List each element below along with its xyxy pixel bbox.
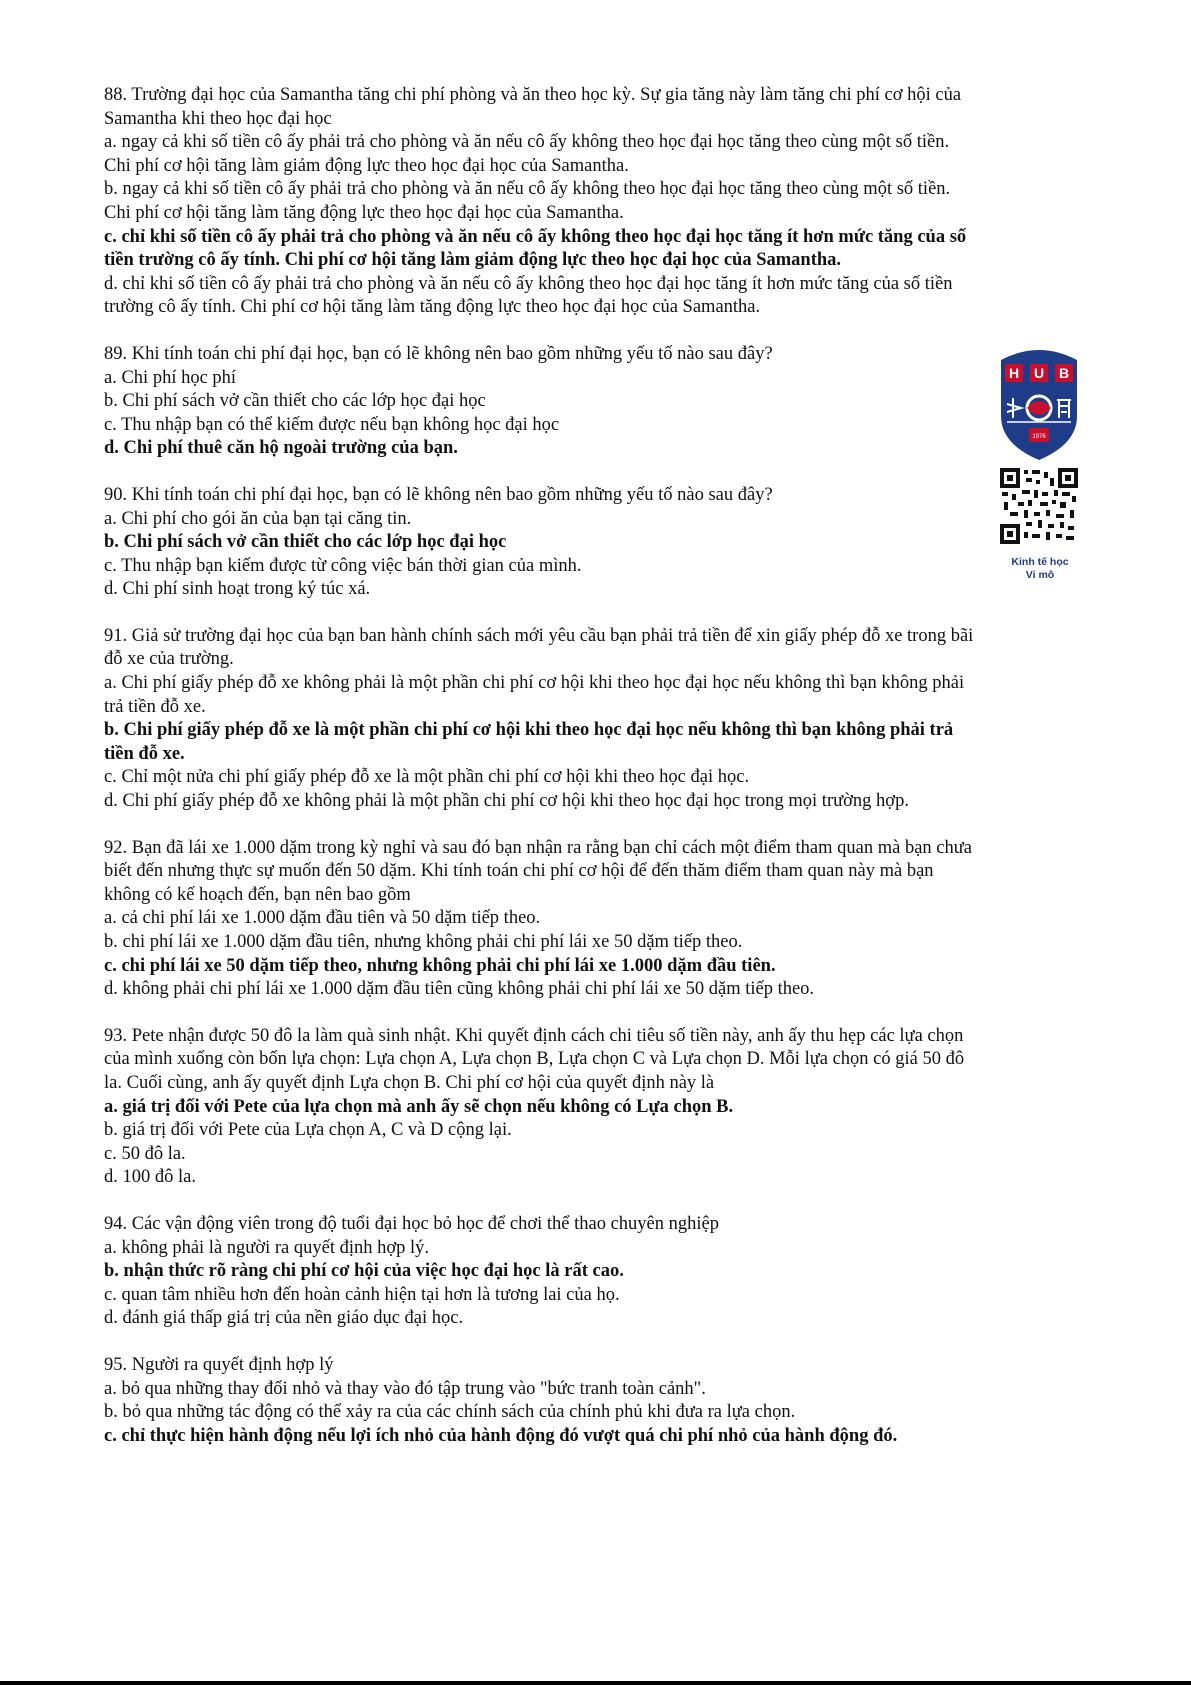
- option-d: trường cô ấy tính. Chi phí cơ hội tăng làm tăng động lực theo học đại học của Samantha.: [104, 297, 761, 318]
- option-a: a. bỏ qua những thay đổi nhỏ và thay vào đó tập trung vào "bức tranh toàn cảnh".: [104, 1378, 706, 1399]
- question-92: [104, 837, 1104, 1002]
- option-d: d. chỉ khi số tiền cô ấy phải trả cho phòng và ăn nếu cô ấy không theo học đại học tăng ít hơn mức tăng của số tiền: [104, 273, 953, 294]
- option-b-correct: tiền đỗ xe.: [104, 743, 185, 764]
- option-b-correct: b. Chi phí giấy phép đỗ xe là một phần chi phí cơ hội khi theo học đại học nếu không thì bạn không phải trả: [104, 720, 954, 741]
- question-stem: la. Cuối cùng, anh ấy quyết định Lựa chọn B. Chi phí cơ hội của quyết định này là: [104, 1072, 715, 1093]
- question-stem: biết đến nhưng thực sự muốn đến 50 dặm. Khi tính toán chi phí cơ hội để đến thăm điểm tham quan này mà bạn: [104, 861, 934, 882]
- logo-letter-b: B: [1058, 365, 1070, 381]
- option-c: c. quan tâm nhiều hơn đến hoàn cảnh hiện tại hơn là tương lai của họ.: [104, 1284, 620, 1305]
- question-91: [104, 625, 1104, 814]
- question-stem: 93. Pete nhận được 50 đô la làm quà sinh nhật. Khi quyết định cách chi tiêu số tiền này, anh ấy thu hẹp các lựa chọn: [104, 1025, 964, 1046]
- option-a: trả tiền đỗ xe.: [104, 696, 206, 717]
- question-89: [104, 343, 984, 461]
- logo-letter-u: U: [1033, 365, 1045, 381]
- question-stem: 91. Giả sử trường đại học của bạn ban hành chính sách mới yêu cầu bạn phải trả tiền để xin giấy phép đỗ xe trong bãi: [104, 625, 974, 646]
- option-b-correct: b. Chi phí sách vở cần thiết cho các lớp học đại học: [104, 532, 507, 553]
- question-stem: 88. Trường đại học của Samantha tăng chi phí phòng và ăn theo học kỳ. Sự gia tăng này làm tăng chi phí cơ hội của: [104, 85, 962, 105]
- option-d: d. Chi phí giấy phép đỗ xe không phải là một phần chi phí cơ hội khi theo học đại học trong mọi trường hợp.: [104, 791, 909, 812]
- question-stem: 94. Các vận động viên trong độ tuổi đại học bỏ học để chơi thể thao chuyên nghiệp: [104, 1213, 719, 1234]
- logo-caption: [990, 556, 1090, 582]
- option-c-correct: c. chi phí lái xe 50 dặm tiếp theo, nhưng không phải chi phí lái xe 1.000 dặm đầu tiên.: [104, 955, 776, 976]
- option-a: a. Chi phí học phí: [104, 367, 237, 388]
- option-c-correct: c. chỉ khi số tiền cô ấy phải trả cho phòng và ăn nếu cô ấy không theo học đại học tăng ít hơn mức tăng của số: [104, 226, 967, 247]
- question-88: [104, 84, 1104, 320]
- option-b-correct: b. nhận thức rõ ràng chi phí cơ hội của việc học đại học là rất cao.: [104, 1261, 624, 1282]
- option-a: a. cả chi phí lái xe 1.000 dặm đầu tiên và 50 dặm tiếp theo.: [104, 908, 541, 929]
- page-bottom-border: [0, 1681, 1191, 1685]
- option-c: c. Thu nhập bạn có thể kiếm được nếu bạn không học đại học: [104, 414, 560, 435]
- logo-letter-h: H: [1008, 365, 1020, 381]
- option-a-correct: a. giá trị đối với Pete của lựa chọn mà anh ấy sẽ chọn nếu không có Lựa chọn B.: [104, 1096, 734, 1117]
- option-d: d. đánh giá thấp giá trị của nền giáo dục đại học.: [104, 1308, 464, 1329]
- option-a: a. không phải là người ra quyết định hợp lý.: [104, 1237, 430, 1258]
- question-stem: 90. Khi tính toán chi phí đại học, bạn có lẽ không nên bao gồm những yếu tố nào sau đây?: [104, 484, 773, 505]
- option-a: a. ngay cả khi số tiền cô ấy phải trả cho phòng và ăn nếu cô ấy không theo học đại học tăng theo cùng một số tiền.: [104, 132, 950, 153]
- document-page: [104, 84, 1104, 1471]
- hub-shield-icon: [999, 346, 1079, 462]
- question-stem: của mình xuống còn bốn lựa chọn: Lựa chọn A, Lựa chọn B, Lựa chọn C và Lựa chọn D. Mỗi lựa chọn có giá 50 đô: [104, 1049, 965, 1070]
- question-stem: 89. Khi tính toán chi phí đại học, bạn có lẽ không nên bao gồm những yếu tố nào sau đây?: [104, 343, 773, 364]
- option-b: b. ngay cả khi số tiền cô ấy phải trả cho phòng và ăn nếu cô ấy không theo học đại học tăng theo cùng một số tiền.: [104, 179, 951, 200]
- question-stem: 92. Bạn đã lái xe 1.000 dặm trong kỳ nghỉ và sau đó bạn nhận ra rằng bạn chỉ cách một điểm tham quan mà bạn chưa: [104, 837, 972, 858]
- question-stem: Samantha khi theo học đại học: [104, 108, 332, 129]
- question-stem: không có kế hoạch đến, bạn nên bao gồm: [104, 884, 411, 905]
- option-b: Chi phí cơ hội tăng làm tăng động lực theo học đại học của Samantha.: [104, 202, 624, 223]
- option-b: b. bỏ qua những tác động có thể xảy ra của các chính sách của chính phủ khi đưa ra lựa chọn.: [104, 1402, 796, 1423]
- option-d: d. không phải chi phí lái xe 1.000 dặm đầu tiên cũng không phải chi phí lái xe 50 dặm tiếp theo.: [104, 979, 815, 1000]
- qr-code-icon[interactable]: [1000, 468, 1078, 544]
- option-a: a. Chi phí giấy phép đỗ xe không phải là một phần chi phí cơ hội khi theo học đại học nếu không thì bạn không phải: [104, 673, 965, 694]
- option-c: c. Chỉ một nửa chi phí giấy phép đỗ xe là một phần chi phí cơ hội khi theo học đại học.: [104, 767, 750, 788]
- caption-line-2: Vi mô: [1025, 569, 1055, 581]
- logo-year: 1976: [1032, 434, 1046, 440]
- question-stem: 95. Người ra quyết định hợp lý: [104, 1354, 334, 1375]
- option-d: d. Chi phí sinh hoạt trong ký túc xá.: [104, 579, 371, 600]
- option-a: Chi phí cơ hội tăng làm giảm động lực theo học đại học của Samantha.: [104, 155, 629, 176]
- question-stem: đỗ xe của trường.: [104, 649, 234, 670]
- option-d-correct: d. Chi phí thuê căn hộ ngoài trường của bạn.: [104, 438, 458, 459]
- option-b: b. chi phí lái xe 1.000 dặm đầu tiên, nhưng không phải chi phí lái xe 50 dặm tiếp theo.: [104, 932, 743, 952]
- option-b: b. giá trị đối với Pete của Lựa chọn A, C và D cộng lại.: [104, 1120, 512, 1141]
- option-c-correct: tiền trường cô ấy tính. Chi phí cơ hội tăng làm giảm động lực theo học đại học của Samantha.: [104, 250, 842, 271]
- option-c-correct: c. chỉ thực hiện hành động nếu lợi ích nhỏ của hành động đó vượt quá chi phí nhỏ của hành động đó.: [104, 1425, 898, 1446]
- option-d: d. 100 đô la.: [104, 1167, 196, 1188]
- option-c: c. Thu nhập bạn kiếm được từ công việc bán thời gian của mình.: [104, 555, 582, 576]
- question-90: [104, 484, 984, 602]
- option-a: a. Chi phí cho gói ăn của bạn tại căng tin.: [104, 508, 412, 529]
- question-93: [104, 1025, 1104, 1190]
- hub-logo: [999, 346, 1079, 467]
- caption-line-1: Kinh tế học: [1011, 556, 1069, 568]
- question-94: [104, 1213, 1104, 1331]
- option-c: c. 50 đô la.: [104, 1143, 186, 1164]
- question-95: [104, 1354, 1104, 1448]
- option-b: b. Chi phí sách vở cần thiết cho các lớp học đại học: [104, 391, 486, 412]
